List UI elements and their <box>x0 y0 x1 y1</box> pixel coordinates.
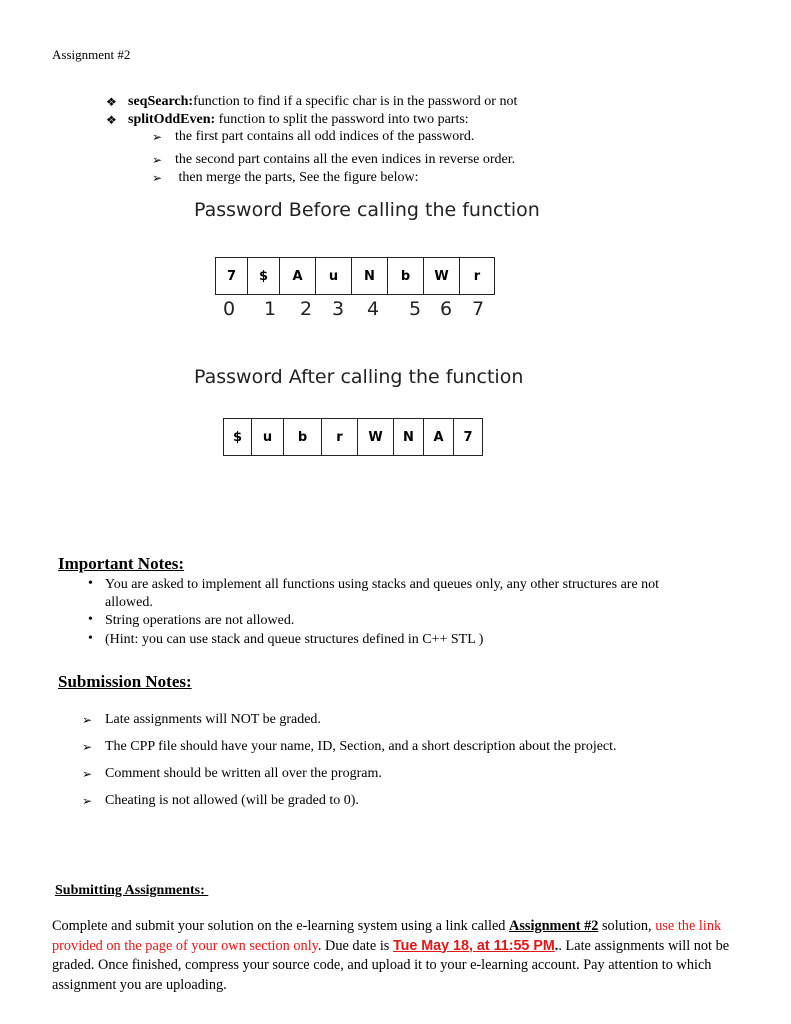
array-cell: r <box>473 268 481 284</box>
section-note: use the link provided on the page of your own section only <box>52 918 722 954</box>
seqsearch-name: seqSearch: <box>128 94 194 109</box>
index-label: 7 <box>472 298 485 320</box>
submission-item: Late assignments will NOT be graded. <box>105 712 321 727</box>
submitting-title: Submitting Assignments: <box>55 883 209 898</box>
index-label: 6 <box>440 298 453 320</box>
sub-item: the first part contains all odd indices of the password. <box>175 129 475 144</box>
index-label: 4 <box>367 298 380 320</box>
arrow-bullet-icon: ➢ <box>152 130 163 144</box>
diamond-bullet-icon: ❖ <box>106 95 117 109</box>
array-cell: A <box>280 258 316 294</box>
splitoddeven-line <box>128 112 469 128</box>
array-cell: 7 <box>216 258 248 294</box>
arrow-bullet-icon: ➢ <box>152 153 163 167</box>
important-notes-title: Important Notes: <box>58 554 185 573</box>
array-cell: 7 <box>463 429 473 445</box>
note-item: You are asked to implement all functions using stacks and queues only, any other structures are not <box>105 577 660 592</box>
index-label: 5 <box>409 298 422 320</box>
seqsearch-line <box>128 94 517 110</box>
due-date: Tue May 18, at 11:55 PM <box>392 937 555 954</box>
index-label: 1 <box>264 298 277 320</box>
note-item: (Hint: you can use stack and queue structures defined in C++ STL ) <box>105 632 484 647</box>
sub-item: the second part contains all the even indices in reverse order. <box>175 152 516 167</box>
array-cell: W <box>424 258 460 294</box>
assignment-link-text: Assignment #2 <box>509 918 599 934</box>
diamond-bullet-icon: ❖ <box>106 113 117 127</box>
arrow-bullet-icon: ➢ <box>152 171 163 185</box>
para-text: . Late assignments will not be graded. Once finished, compress your source code, and upload it to your e-learning account. Pay attention to which assignment you are uploading. <box>52 937 730 993</box>
submission-notes-title: Submission Notes: <box>58 672 192 691</box>
seqsearch-desc: function to find if a specific char is in the password or not <box>193 94 518 109</box>
splitoddeven-desc: function to split the password into two parts: <box>215 112 469 127</box>
array-cell: u <box>316 258 352 294</box>
note-item: allowed. <box>105 595 153 610</box>
arrow-bullet-icon: ➢ <box>82 794 93 808</box>
index-label: 2 <box>300 298 313 320</box>
array-cell: A <box>424 419 454 455</box>
index-label: 0 <box>223 298 236 320</box>
array-cell: N <box>394 419 424 455</box>
after-title: Password After calling the function <box>194 366 524 388</box>
array-cell: u <box>252 419 284 455</box>
para-text: solution, <box>598 918 656 934</box>
arrow-bullet-icon: ➢ <box>82 767 93 781</box>
note-item: String operations are not allowed. <box>105 613 295 628</box>
dot-bullet-icon: • <box>88 576 93 591</box>
submission-item: The CPP file should have your name, ID, Section, and a short description about the project. <box>105 739 617 754</box>
sub-item: then merge the parts, See the figure below: <box>175 170 419 185</box>
array-cell: N <box>352 258 388 294</box>
before-title: Password Before calling the function <box>194 199 540 221</box>
arrow-bullet-icon: ➢ <box>82 740 93 754</box>
submitting-paragraph: Complete and submit your solution on the e-learning system using a link called Assignment #2 solution, use the link provided on the page of your own section only. Due date is Tue May 18, at 11:55 PM.. Late assignments will not be graded. Once finished, compress your source code, and upload it to your e-learning account. Pay attention to which assignment you are uploading. <box>52 918 730 993</box>
array-cell: $ <box>224 419 252 455</box>
after-array <box>223 418 483 456</box>
array-cell: $ <box>248 258 280 294</box>
before-array <box>215 257 495 295</box>
submission-item: Cheating is not allowed (will be graded to 0). <box>105 793 359 808</box>
splitoddeven-name: splitOddEven: <box>128 112 216 127</box>
dot-bullet-icon: • <box>88 631 93 646</box>
arrow-bullet-icon: ➢ <box>82 713 93 727</box>
array-cell: b <box>388 258 424 294</box>
para-text: Complete and submit your solution on the e-learning system using a link called <box>52 918 510 934</box>
array-cell: r <box>322 419 358 455</box>
dot-bullet-icon: • <box>88 612 93 627</box>
array-cell: W <box>358 419 394 455</box>
page-header: Assignment #2 <box>52 47 131 62</box>
array-cell: b <box>284 419 322 455</box>
index-label: 3 <box>332 298 345 320</box>
submission-item: Comment should be written all over the program. <box>105 766 382 781</box>
para-text: . Due date is <box>317 937 393 954</box>
